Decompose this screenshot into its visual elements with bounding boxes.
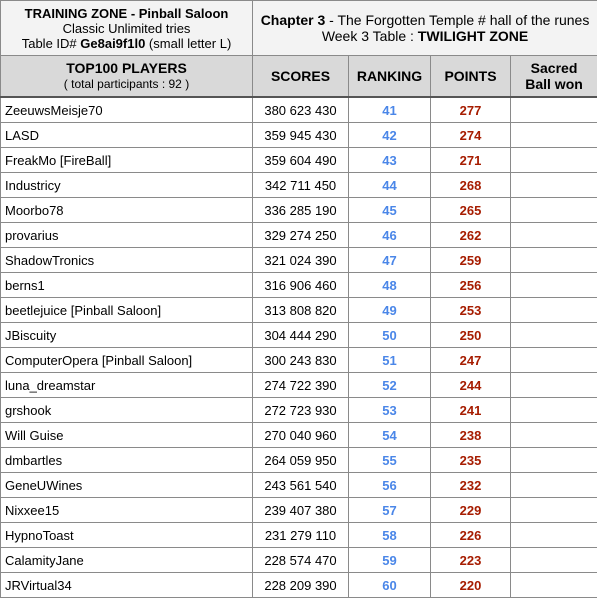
player-name: HypnoToast [1,523,253,548]
players-heading: TOP100 PLAYERS [66,60,187,76]
player-score: 359 945 430 [253,123,349,148]
table-id-prefix: Table ID# [21,35,81,51]
player-name: LASD [1,123,253,148]
table-row [1,248,597,273]
player-score: 239 407 380 [253,498,349,523]
player-score: 336 285 190 [253,198,349,223]
player-ranking: 49 [349,298,431,323]
player-ranking: 53 [349,398,431,423]
sacred-ball-cell [511,323,597,348]
player-name: provarius [1,223,253,248]
player-score: 316 906 460 [253,273,349,298]
table-row [1,323,597,348]
player-points: 262 [431,223,511,248]
player-points: 223 [431,548,511,573]
player-name: Nixxee15 [1,498,253,523]
player-ranking: 55 [349,448,431,473]
table-row [1,223,597,248]
table-row [1,198,597,223]
zone-separator: - [127,5,139,21]
chapter-info [253,1,597,56]
sacred-ball-cell [511,448,597,473]
player-name: luna_dreamstar [1,373,253,398]
player-points: 256 [431,273,511,298]
table-row [1,523,597,548]
zone-title-line [1,6,252,21]
player-points: 250 [431,323,511,348]
zone-place: Pinball Saloon [138,5,229,21]
player-score: 243 561 540 [253,473,349,498]
player-score: 342 711 450 [253,173,349,198]
week-prefix: Week 3 Table : [321,28,418,44]
player-ranking: 58 [349,523,431,548]
player-ranking: 46 [349,223,431,248]
player-name: Industricy [1,173,253,198]
table-row [1,398,597,423]
sacred-ball-cell [511,97,597,123]
player-name: JRVirtual34 [1,573,253,598]
player-score: 274 722 390 [253,373,349,398]
table-id: Ge8ai9f1l0 [80,35,146,51]
player-score: 329 274 250 [253,223,349,248]
player-name: ZeeuwsMeisje70 [1,97,253,123]
player-name: ComputerOpera [Pinball Saloon] [1,348,253,373]
sacred-ball-cell [511,123,597,148]
player-ranking: 59 [349,548,431,573]
player-score: 272 723 930 [253,398,349,423]
player-score: 321 024 390 [253,248,349,273]
player-points: 268 [431,173,511,198]
chapter-title: Chapter 3 [260,12,326,28]
week-line [253,28,597,44]
table-row [1,473,597,498]
player-points: 265 [431,198,511,223]
table-row [1,573,597,598]
column-header-row [1,56,597,98]
player-score: 313 808 820 [253,298,349,323]
player-name: grshook [1,398,253,423]
table-row [1,97,597,123]
chapter-subtitle: - The Forgotten Temple # hall of the runes [325,12,590,28]
sacred-line-2: Ball won [525,76,583,92]
table-row [1,148,597,173]
player-score: 304 444 290 [253,323,349,348]
info-header-row [1,1,597,56]
player-points: 253 [431,298,511,323]
player-name: FreakMo [FireBall] [1,148,253,173]
sacred-line-1: Sacred [530,60,578,76]
player-points: 238 [431,423,511,448]
training-zone-info [1,1,253,56]
player-points: 244 [431,373,511,398]
sacred-ball-cell [511,148,597,173]
player-name: Will Guise [1,423,253,448]
player-ranking: 57 [349,498,431,523]
chapter-line [253,12,597,28]
player-points: 229 [431,498,511,523]
sacred-ball-cell [511,248,597,273]
player-name: dmbartles [1,448,253,473]
player-ranking: 42 [349,123,431,148]
player-score: 231 279 110 [253,523,349,548]
sacred-ball-cell [511,423,597,448]
sacred-ball-cell [511,223,597,248]
sacred-ball-cell [511,173,597,198]
table-row [1,498,597,523]
player-ranking: 45 [349,198,431,223]
table-id-note: (small letter L) [145,35,232,51]
zone-title: TRAINING ZONE [24,5,128,21]
player-points: 235 [431,448,511,473]
player-points: 271 [431,148,511,173]
player-score: 228 209 390 [253,573,349,598]
sacred-ball-cell [511,473,597,498]
sacred-ball-cell [511,498,597,523]
sacred-ball-cell [511,273,597,298]
player-score: 300 243 830 [253,348,349,373]
table-row [1,448,597,473]
player-points: 232 [431,473,511,498]
player-rows [1,97,597,598]
player-score: 228 574 470 [253,548,349,573]
player-score: 380 623 430 [253,97,349,123]
sacred-ball-cell [511,198,597,223]
player-points: 259 [431,248,511,273]
player-ranking: 44 [349,173,431,198]
player-score: 359 604 490 [253,148,349,173]
player-name: beetlejuice [Pinball Saloon] [1,298,253,323]
col-ranking: RANKING [349,56,431,98]
player-name: GeneUWines [1,473,253,498]
tries-label: Classic Unlimited tries [62,20,191,36]
sacred-ball-cell [511,298,597,323]
sacred-ball-cell [511,373,597,398]
player-ranking: 52 [349,373,431,398]
col-sacred [511,56,597,98]
table-row [1,548,597,573]
col-players [1,56,253,98]
table-row [1,423,597,448]
table-row [1,298,597,323]
table-row [1,273,597,298]
player-ranking: 56 [349,473,431,498]
player-name: JBiscuity [1,323,253,348]
table-row [1,123,597,148]
player-points: 226 [431,523,511,548]
player-points: 274 [431,123,511,148]
table-row [1,173,597,198]
sacred-ball-cell [511,548,597,573]
player-ranking: 50 [349,323,431,348]
player-name: berns1 [1,273,253,298]
player-name: CalamityJane [1,548,253,573]
player-points: 277 [431,97,511,123]
player-ranking: 48 [349,273,431,298]
week-table-name: TWILIGHT ZONE [417,28,529,44]
sacred-ball-cell [511,348,597,373]
table-id-line [1,36,252,51]
participants-count: ( total participants : 92 ) [63,77,190,91]
sacred-ball-cell [511,398,597,423]
player-ranking: 54 [349,423,431,448]
col-points: POINTS [431,56,511,98]
player-ranking: 47 [349,248,431,273]
table-row [1,373,597,398]
player-ranking: 60 [349,573,431,598]
sacred-ball-cell [511,573,597,598]
player-points: 247 [431,348,511,373]
player-name: Moorbo78 [1,198,253,223]
player-points: 220 [431,573,511,598]
player-ranking: 43 [349,148,431,173]
player-points: 241 [431,398,511,423]
player-score: 264 059 950 [253,448,349,473]
player-ranking: 41 [349,97,431,123]
player-name: ShadowTronics [1,248,253,273]
col-scores: SCORES [253,56,349,98]
sacred-ball-cell [511,523,597,548]
table-row [1,348,597,373]
player-score: 270 040 960 [253,423,349,448]
player-ranking: 51 [349,348,431,373]
